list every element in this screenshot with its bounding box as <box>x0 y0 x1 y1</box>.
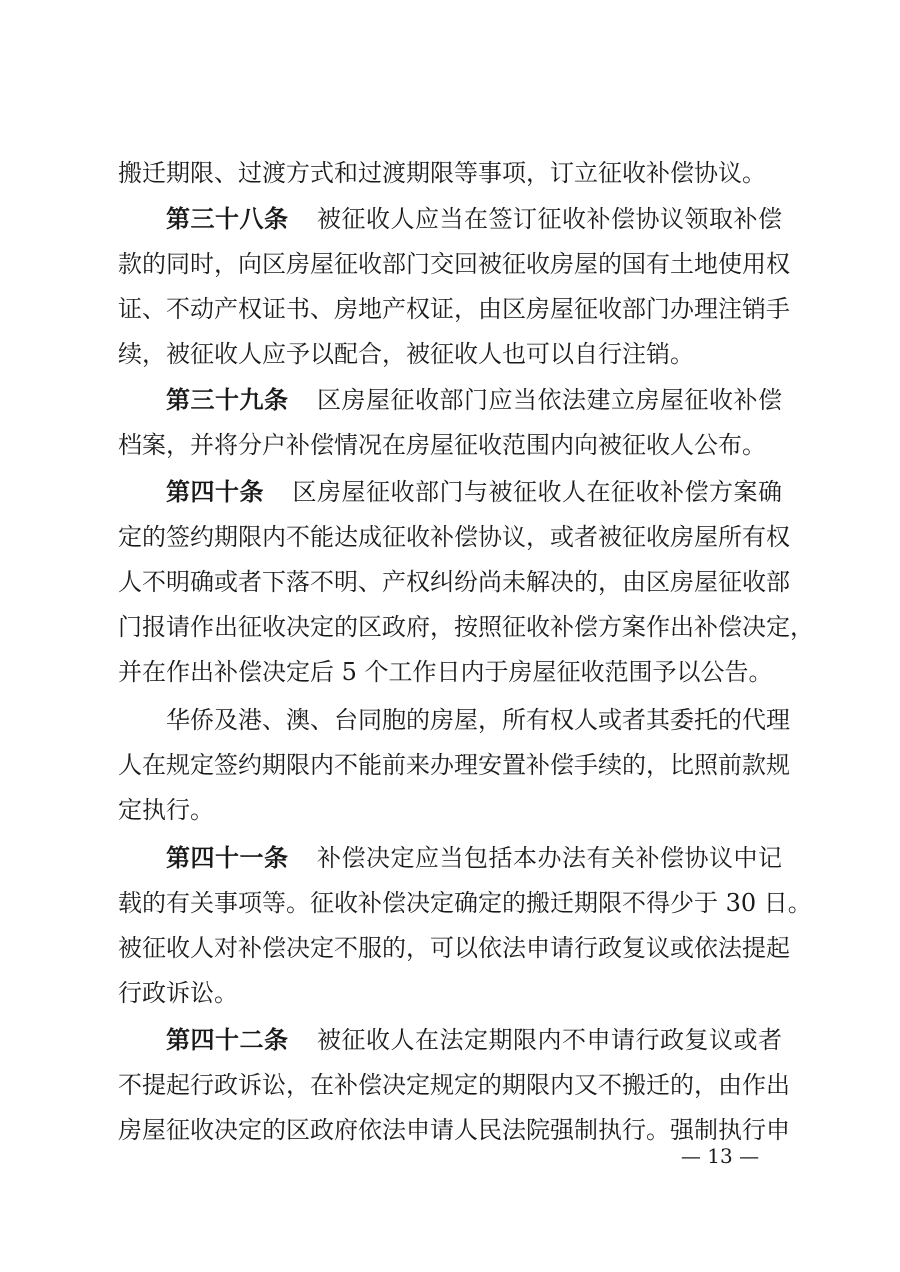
text-line: 搬迁期限、过渡方式和过渡期限等事项，订立征收补偿协议。 <box>118 159 766 187</box>
text-line: 档案，并将分户补偿情况在房屋征收范围内向被征收人公布。 <box>118 431 766 459</box>
article-heading: 第三十八条 <box>166 205 289 233</box>
article-line <box>166 384 782 416</box>
text-line: 不提起行政诉讼，在补偿决定规定的期限内又不搬迁的，由作出 <box>118 1071 790 1099</box>
article-text: 区房屋征收部门应当依法建立房屋征收补偿 <box>316 386 782 414</box>
text-line: 并在作出补偿决定后 5 个工作日内于房屋征收范围予以公告。 <box>118 658 773 686</box>
article-text: 补偿决定应当包括本办法有关补偿协议中记 <box>316 844 782 872</box>
text-line: 续，被征收人应予以配合，被征收人也可以自行注销。 <box>118 340 694 368</box>
page-number: — 13 — <box>680 1144 760 1168</box>
text-line: 人在规定签约期限内不能前来办理安置补偿手续的，比照前款规 <box>118 751 790 779</box>
text-line: 款的同时，向区房屋征收部门交回被征收房屋的国有土地使用权 <box>118 250 790 278</box>
article-line <box>166 1024 782 1056</box>
text-line: 行政诉讼。 <box>118 979 238 1007</box>
text-line: 华侨及港、澳、台同胞的房屋，所有权人或者其委托的代理 <box>166 706 790 734</box>
text-line: 人不明确或者下落不明、产权纠纷尚未解决的，由区房屋征收部 <box>118 568 790 596</box>
text-line: 载的有关事项等。征收补偿决定确定的搬迁期限不得少于 30 日。 <box>118 889 812 917</box>
article-line <box>166 842 782 874</box>
article-heading: 第四十二条 <box>166 1026 289 1054</box>
article-line <box>166 203 782 235</box>
text-line: 门报请作出征收决定的区政府，按照征收补偿方案作出补偿决定， <box>118 613 814 641</box>
article-text: 区房屋征收部门与被征收人在征收补偿方案确 <box>292 478 782 506</box>
text-line: 定执行。 <box>118 796 214 824</box>
article-text: 被征收人在法定期限内不申请行政复议或者 <box>316 1026 782 1054</box>
article-heading: 第四十条 <box>166 478 264 506</box>
text-line: 证、不动产权证书、房地产权证，由区房屋征收部门办理注销手 <box>118 295 790 323</box>
article-heading: 第三十九条 <box>166 386 289 414</box>
article-heading: 第四十一条 <box>166 844 289 872</box>
text-line: 房屋征收决定的区政府依法申请人民法院强制执行。强制执行申 <box>118 1116 790 1144</box>
text-line: 定的签约期限内不能达成征收补偿协议，或者被征收房屋所有权 <box>118 523 790 551</box>
text-line: 被征收人对补偿决定不服的，可以依法申请行政复议或依法提起 <box>118 934 790 962</box>
article-text: 被征收人应当在签订征收补偿协议领取补偿 <box>316 205 782 233</box>
article-line <box>166 476 782 508</box>
